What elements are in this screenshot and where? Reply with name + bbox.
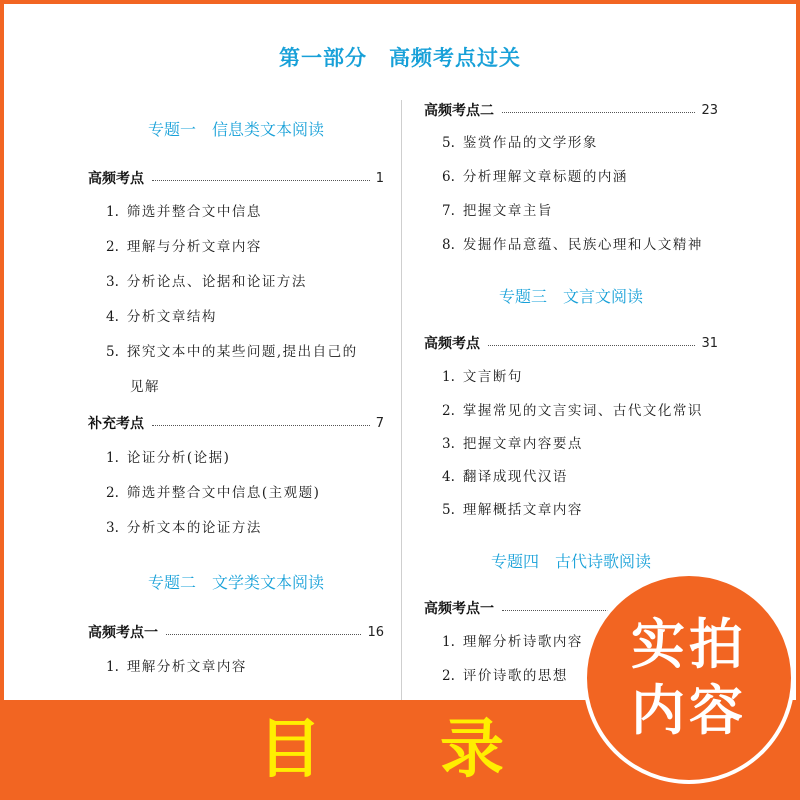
part-title: 第一部分 高频考点过关: [279, 46, 521, 70]
toc-section-header[interactable]: [88, 166, 384, 190]
banner-title-char: 录: [440, 713, 504, 787]
page-number: 31: [701, 335, 718, 351]
toc-item: 8. 发掘作品意蕴、民族心理和人文精神: [442, 237, 703, 253]
topic-heading: 专题一 信息类文本阅读: [147, 120, 324, 139]
toc-item: 1. 理解分析诗歌内容: [442, 634, 583, 650]
toc-section-header[interactable]: [424, 331, 718, 355]
toc-item: 1. 论证分析(论据): [106, 450, 231, 466]
toc-item: 5. 理解概括文章内容: [442, 502, 583, 518]
orange-frame-left: [0, 0, 4, 800]
topic-heading: 专题四 古代诗歌阅读: [490, 552, 651, 571]
section-label: 高频考点: [424, 336, 480, 352]
toc-item: 4. 分析文章结构: [106, 309, 217, 325]
page-number: 23: [701, 102, 718, 118]
toc-item: 1. 筛选并整合文中信息: [106, 204, 262, 220]
topic-heading: 专题二 文学类文本阅读: [147, 573, 324, 592]
toc-item: 5. 探究文本中的某些问题,提出自己的: [106, 344, 358, 360]
toc-item: 1. 理解分析文章内容: [106, 659, 247, 675]
orange-frame-right: [796, 0, 800, 800]
banner-title-char: 目: [258, 713, 322, 787]
page-number: 7: [375, 415, 384, 431]
toc-item: 2. 筛选并整合文中信息(主观题): [106, 485, 321, 501]
page-number: 16: [367, 624, 384, 640]
section-label: 高频考点二: [424, 103, 494, 119]
section-label: 高频考点一: [424, 601, 494, 617]
orange-frame-top: [0, 0, 800, 4]
page-number: 1: [375, 170, 384, 186]
toc-section-header[interactable]: [424, 98, 718, 122]
toc-item: 4. 翻译成现代汉语: [442, 469, 568, 485]
stamp-text: 内容: [631, 679, 747, 742]
section-label: 高频考点一: [88, 625, 158, 641]
dot-leader: [502, 112, 695, 113]
toc-section-header[interactable]: [88, 620, 384, 644]
dot-leader: [488, 345, 695, 346]
toc-item: 5. 鉴赏作品的文学形象: [442, 135, 598, 151]
toc-section-header[interactable]: [88, 411, 384, 435]
dot-leader: [152, 180, 370, 181]
column-divider: [401, 100, 402, 700]
toc-item: 3. 分析论点、论据和论证方法: [106, 274, 307, 290]
real-photo-stamp: [583, 572, 795, 784]
toc-item: 1. 文言断句: [442, 369, 523, 385]
topic-heading: 专题三 文言文阅读: [498, 287, 643, 306]
section-label: 高频考点: [88, 171, 144, 187]
section-label: 补充考点: [88, 416, 144, 432]
toc-item: 6. 分析理解文章标题的内涵: [442, 169, 628, 185]
toc-item: 3. 分析文本的论证方法: [106, 520, 262, 536]
toc-item: 7. 把握文章主旨: [442, 203, 553, 219]
toc-item: 2. 理解与分析文章内容: [106, 239, 262, 255]
dot-leader: [152, 425, 370, 426]
stamp-text: 实拍: [631, 613, 747, 676]
toc-item: 3. 把握文章内容要点: [442, 436, 583, 452]
toc-item-continuation: 见解: [130, 379, 160, 395]
toc-item: 2. 评价诗歌的思想: [442, 668, 568, 684]
toc-item: 2. 掌握常见的文言实词、古代文化常识: [442, 403, 703, 419]
dot-leader: [166, 634, 361, 635]
